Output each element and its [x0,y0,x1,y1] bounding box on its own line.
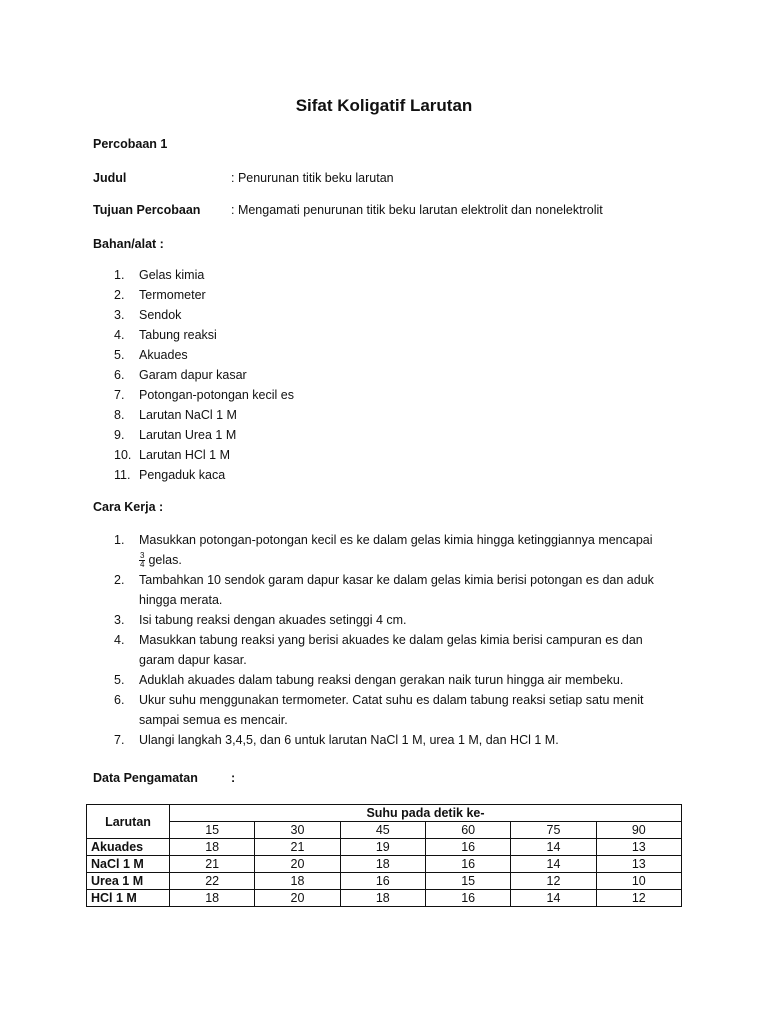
list-text: Ulangi langkah 3,4,5, dan 6 untuk larutan NaCl 1 M, urea 1 M, dan HCl 1 M. [139,733,559,747]
list-text [139,530,669,570]
list-item [114,530,669,570]
fraction-three-quarters [139,552,145,569]
observation-table [86,804,682,907]
table-cell: 16 [425,839,510,856]
list-item [114,610,669,630]
table-cell: 22 [170,873,255,890]
list-number: 3. [114,613,125,627]
list-text: Aduklah akuades dalam tabung reaksi dengan gerakan naik turun hingga air membeku. [139,673,624,687]
judul-label: Judul [93,171,127,185]
table-cell: 12 [511,873,596,890]
table-cell: 16 [425,856,510,873]
row-label: Urea 1 M [87,873,170,890]
table-cell: 20 [255,856,340,873]
time-header: 30 [255,822,340,839]
table-cell: 19 [340,839,425,856]
table-cell: 10 [596,873,681,890]
table-cell: 13 [596,839,681,856]
list-text: Termometer [139,288,206,302]
cara-kerja-list [114,530,669,750]
list-number: 4. [114,633,125,647]
list-text: Larutan HCl 1 M [139,448,231,462]
time-header: 45 [340,822,425,839]
list-text: Sendok [139,308,182,322]
list-text: Larutan NaCl 1 M [139,408,237,422]
data-pengamatan-heading: Data Pengamatan [93,771,198,785]
list-item [114,570,669,610]
table-cell: 16 [425,890,510,907]
time-header: 15 [170,822,255,839]
list-number: 6. [114,693,125,707]
table-row [87,890,682,907]
fraction-numerator: 3 [140,551,145,561]
cara-kerja-heading: Cara Kerja : [93,500,164,514]
list-text: Tambahkan 10 sendok garam dapur kasar ke dalam gelas kimia berisi potongan es dan aduk hingga merata. [139,573,654,607]
time-header: 75 [511,822,596,839]
judul-value: : Penurunan titik beku larutan [231,171,394,185]
list-number: 1. [114,268,125,282]
column-group-header: Suhu pada detik ke- [170,805,682,822]
table-header-row [87,805,682,822]
table-cell: 18 [170,839,255,856]
table-cell: 21 [255,839,340,856]
table-cell: 21 [170,856,255,873]
time-header: 90 [596,822,681,839]
list-text: Garam dapur kasar [139,368,247,382]
table-row [87,839,682,856]
fraction-denominator: 4 [140,560,145,570]
bahan-heading: Bahan/alat : [93,237,164,251]
list-item [114,630,669,670]
table-subheader-row [87,822,682,839]
list-item [114,730,669,750]
list-number: 5. [114,348,125,362]
page-title: Sifat Koligatif Larutan [295,96,473,115]
list-number: 10. [114,448,132,462]
tujuan-value: : Mengamati penurunan titik beku larutan elektrolit dan nonelektrolit [231,203,603,217]
tujuan-label: Tujuan Percobaan [93,203,201,217]
table-cell: 14 [511,839,596,856]
column-header-larutan: Larutan [87,805,170,839]
row-label: Akuades [87,839,170,856]
list-number: 9. [114,428,125,442]
list-number: 2. [114,573,125,587]
table-cell: 18 [170,890,255,907]
list-item [114,690,669,730]
table-cell: 18 [340,856,425,873]
row-label: HCl 1 M [87,890,170,907]
step-text: Masukkan potongan-potongan kecil es ke dalam gelas kimia hingga ketinggiannya mencapai [139,533,653,547]
table-cell: 20 [255,890,340,907]
list-text: Pengaduk kaca [139,468,226,482]
table-cell: 14 [511,890,596,907]
list-text: Potongan-potongan kecil es [139,388,294,402]
list-number: 2. [114,288,125,302]
table-row [87,856,682,873]
row-label: NaCl 1 M [87,856,170,873]
list-number: 5. [114,673,125,687]
list-number: 7. [114,388,125,402]
table-cell: 18 [255,873,340,890]
table-cell: 18 [340,890,425,907]
table-row [87,873,682,890]
time-header: 60 [425,822,510,839]
list-text: Larutan Urea 1 M [139,428,237,442]
data-pengamatan-colon: : [231,771,236,785]
list-text: Gelas kimia [139,268,205,282]
list-text: Masukkan tabung reaksi yang berisi akuades ke dalam gelas kimia berisi campuran es dan garam dapur kasar. [139,633,643,667]
list-number: 7. [114,733,125,747]
list-number: 8. [114,408,125,422]
table-cell: 12 [596,890,681,907]
table-cell: 13 [596,856,681,873]
list-number: 1. [114,533,125,547]
list-item [114,670,669,690]
list-number: 6. [114,368,125,382]
percobaan-heading: Percobaan 1 [93,137,168,151]
list-text: Tabung reaksi [139,328,217,342]
table-cell: 15 [425,873,510,890]
step-text-after: gelas. [148,553,182,567]
list-number: 4. [114,328,125,342]
list-text: Akuades [139,348,188,362]
list-number: 3. [114,308,125,322]
list-text: Isi tabung reaksi dengan akuades setinggi 4 cm. [139,613,407,627]
list-text: Ukur suhu menggunakan termometer. Catat suhu es dalam tabung reaksi setiap satu menit sampai semua es mencair. [139,693,644,727]
table-cell: 14 [511,856,596,873]
list-number: 11. [114,468,131,482]
table-cell: 16 [340,873,425,890]
